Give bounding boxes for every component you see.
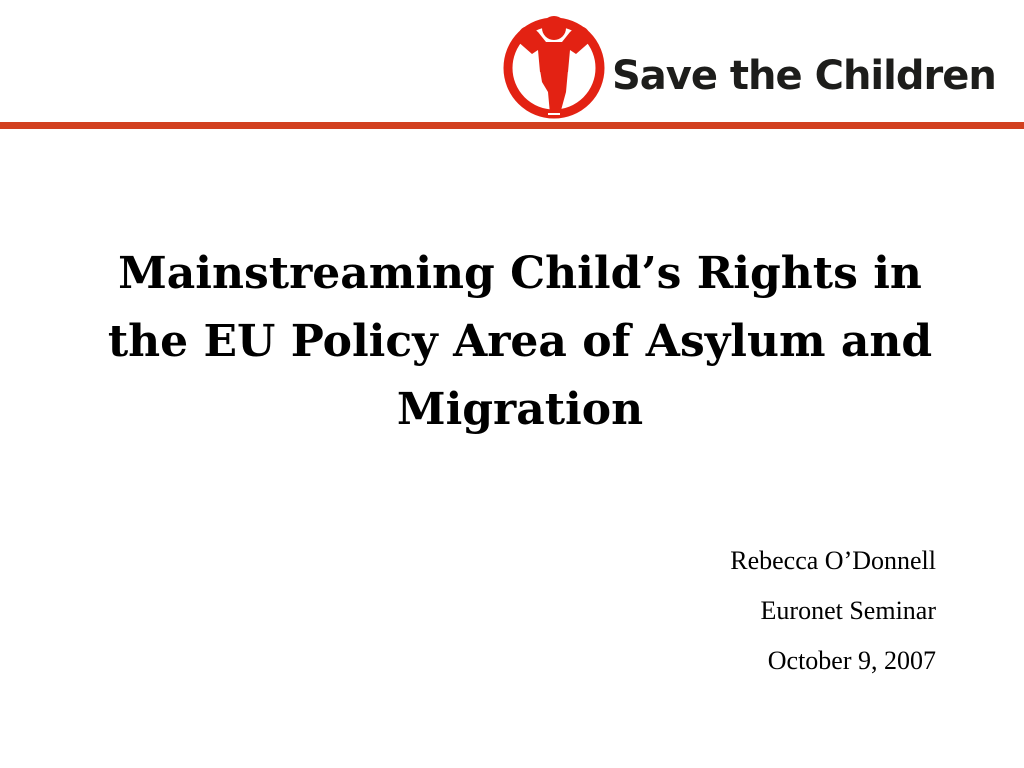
- slide-title: Mainstreaming Child’s Rights in the EU Policy Area of Asylum and Migration: [107, 248, 933, 435]
- header-rule: [0, 122, 1024, 129]
- child-figure-emblem-icon: [502, 10, 606, 120]
- author-name: Rebecca O’Donnell: [730, 546, 936, 575]
- save-the-children-logo: [502, 10, 1012, 120]
- logo-wordmark: Save the Children: [612, 53, 996, 99]
- event-name: Euronet Seminar: [760, 596, 936, 625]
- presentation-date: October 9, 2007: [767, 646, 936, 675]
- slide-subtitle: [730, 536, 936, 686]
